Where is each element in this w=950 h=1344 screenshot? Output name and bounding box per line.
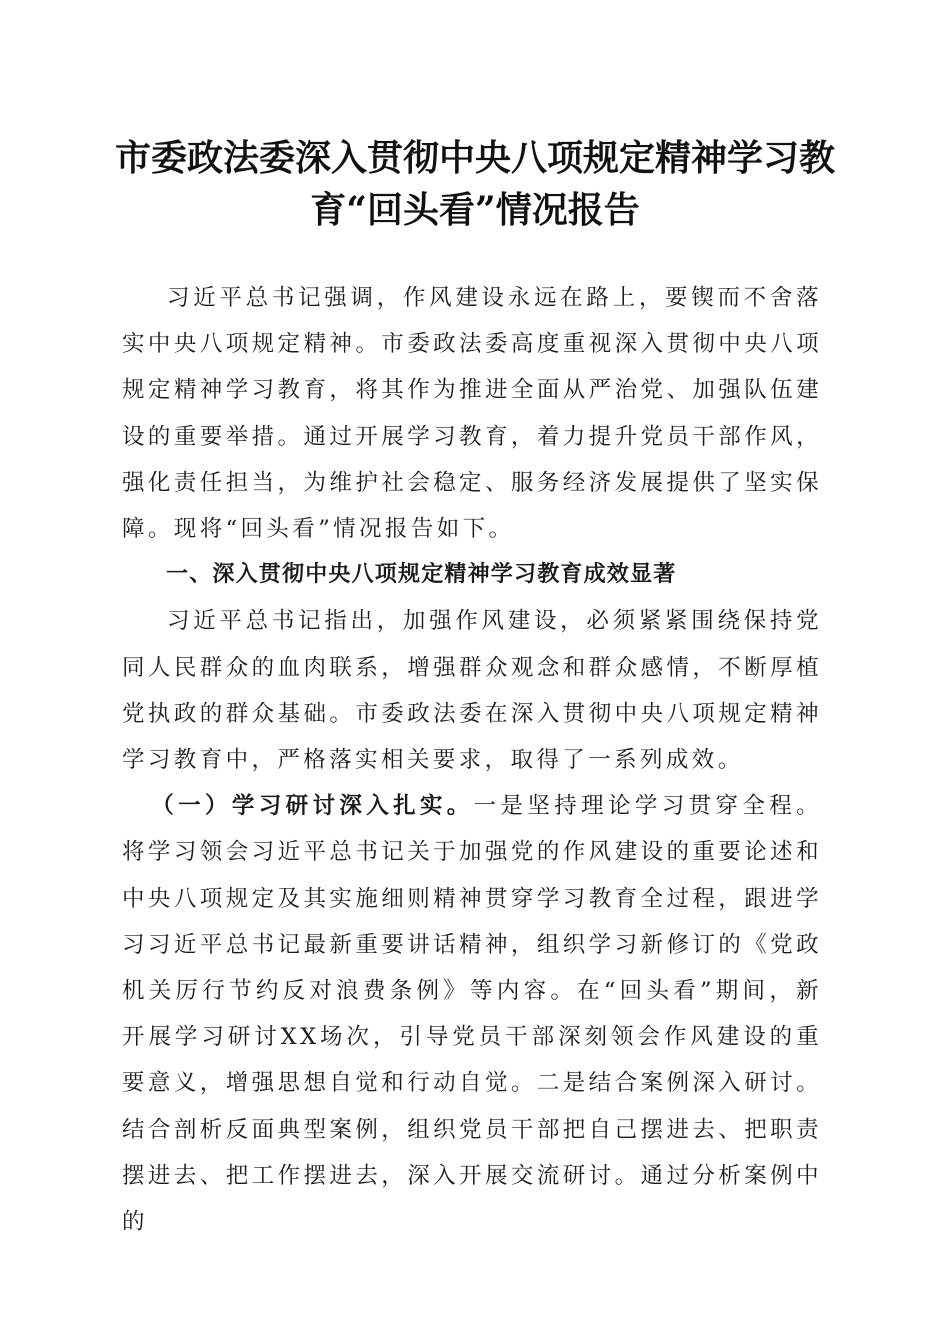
subsection-1-body: 一是坚持理论学习贯穿全程。将学习领会习近平总书记关于加强党的作风建设的重要论述和中央八项规定及其实施细则精神贯穿学习教育全过程，跟进学习习近平总书记最新重要讲话精神，组织学习新修订的《党政机关厉行节约反对浪费条例》等内容。在“回头看”期间，新开展学习研讨XX场次，引导党员干部深刻领会作风建设的重要意义，增强思想自觉和行动自觉。二是结合案例深入研讨。结合剖析反面典型案例，组织党员干部把自己摆进去、把职责摆进去、把工作摆进去，深入开展交流研讨。通过分析案例中的 [122, 793, 822, 1236]
section-1-heading: 一、深入贯彻中央八项规定精神学习教育成效显著 [166, 562, 677, 588]
title-line-1: 市委政法委深入贯彻中央八项规定精神学习教 [114, 137, 835, 179]
subsection-1-label: （一）学习研讨深入扎实。 [151, 793, 474, 820]
section-1-intro-paragraph: 习近平总书记指出，加强作风建设，必须紧紧围绕保持党同人民群众的血肉联系，增强群众观念和群众感情，不断厚植党执政的群众基础。市委政法委在深入贯彻中央八项规定精神学习教育中，严格落实相关要求，取得了一系列成效。 [122, 608, 822, 774]
document-body [122, 275, 822, 1245]
document-title [110, 132, 840, 236]
title-line-2: 育“回头看”情况报告 [310, 189, 640, 231]
subsection-1-paragraph [122, 783, 822, 1245]
intro-paragraph: 习近平总书记强调，作风建设永远在路上，要锲而不舍落实中央八项规定精神。市委政法委高度重视深入贯彻中央八项规定精神学习教育，将其作为推进全面从严治党、加强队伍建设的重要举措。通过开展学习教育，着力提升党员干部作风，强化责任担当，为维护社会稳定、服务经济发展提供了坚实保障。现将“回头看”情况报告如下。 [122, 285, 822, 543]
